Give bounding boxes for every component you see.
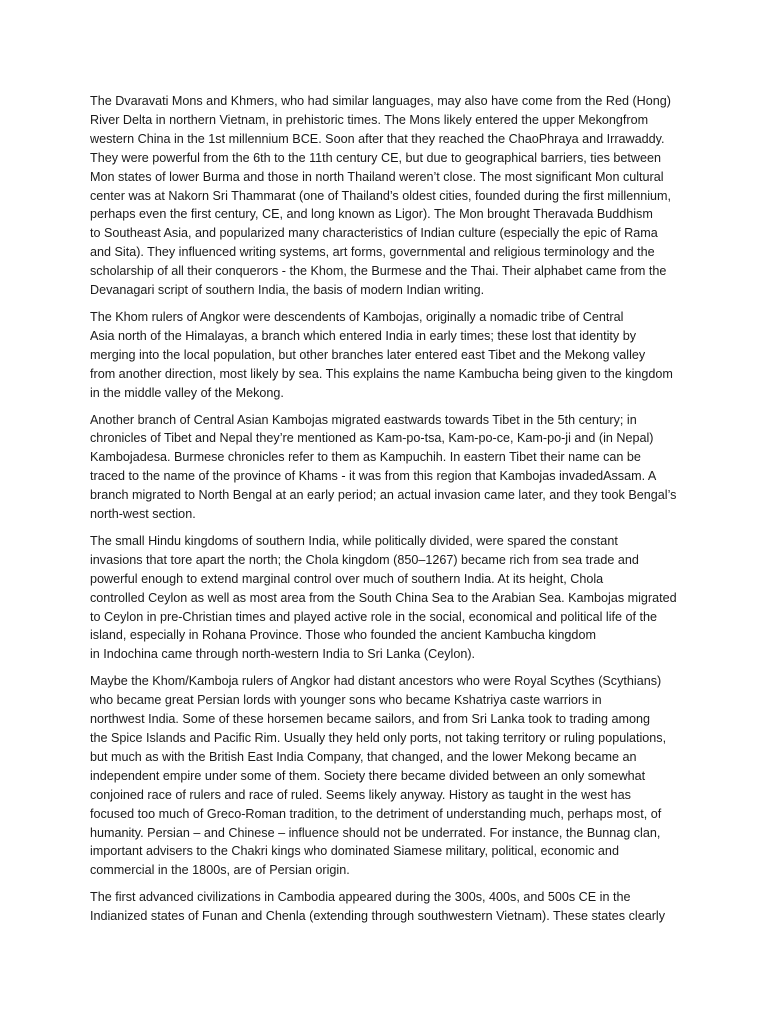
- paragraph-dvaravati-mons: The Dvaravati Mons and Khmers, who had similar languages, may also have come from the Red (Hong) River Delta in northern Vietnam, in prehistoric times. The Mons likely entered the upper Mekongfrom western China in the 1st millennium BCE. Soon after that they reached the ChaoPhraya and Irrawaddy. They were powerful from the 6th to the 11th century CE, but due to geographical barriers, ties between Mon states of lower Burma and those in north Thailand weren’t close. The most significant Mon cultural center was at Nakorn Sri Thammarat (one of Thailand’s oldest cities, founded during the first millennium, perhaps even the first century, CE, and long known as Ligor). The Mon brought Theravada Buddhism to Southeast Asia, and popularized many characteristics of Indian culture (especially the epic of Rama and Sita). They influenced writing systems, art forms, governmental and religious terminology and the scholarship of all their conquerors - the Khom, the Burmese and the Thai. Their alphabet came from the Devanagari script of southern India, the basis of modern Indian writing.: [90, 94, 671, 298]
- paragraph-scythian-ancestors: Maybe the Khom/Kamboja rulers of Angkor had distant ancestors who were Royal Scythes (Scythians) who became great Persian lords with younger sons who became Kshatriya caste warriors in northwest India. Some of these horsemen became sailors, and from Sri Lanka took to trading among the Spice Islands and Pacific Rim. Usually they held only ports, not taking territory or ruling populations, but much as with the British East India Company, that changed, and the lower Mekong became an independent empire under some of them. Society there became divided between an only somewhat conjoined race of rulers and race of ruled. Seems likely anyway. History as taught in the west has focused too much of Greco-Roman tradition, to the detriment of understanding much, perhaps most, of humanity. Persian – and Chinese – influence should not be underrated. For instance, the Bunnag clan, important advisers to the Chakri kings who dominated Siamese military, political, economic and commercial in the 1800s, are of Persian origin.: [90, 674, 667, 878]
- paragraph-funan-chenla: The first advanced civilizations in Cambodia appeared during the 300s, 400s, and 500s CE in the Indianized states of Funan and Chenla (extending through southwestern Vietnam). These states clearly: [90, 890, 665, 924]
- paragraph-kambojas-tibet: Another branch of Central Asian Kambojas migrated eastwards towards Tibet in the 5th century; in chronicles of Tibet and Nepal they’re mentioned as Kam-po-tsa, Kam-po-ce, Kam-po-ji and (in Nepal) Kambojadesa. Burmese chronicles refer to them as Kampuchih. In eastern Tibet their name can be traced to the name of the province of Khams - it was from this region that Kambojas invadedAssam. A branch migrated to North Bengal at an early period; an actual invasion came later, and they took Bengal’s north-west section.: [90, 412, 677, 522]
- paragraph-southern-india: The small Hindu kingdoms of southern India, while politically divided, were spared the constant invasions that tore apart the north; the Chola kingdom (850–1267) became rich from sea trade and powerful enough to extend marginal control over much of southern India. At its height, Chola controlled Ceylon as well as most area from the South China Sea to the Arabian Sea. Kambojas migrated to Ceylon in pre-Christian times and played active role in the social, economical and political life of the island, especially in Rohana Province. Those who founded the ancient Kambucha kingdom in Indochina came through north-western India to Sri Lanka (Ceylon).: [90, 533, 677, 662]
- document-body: [90, 92, 682, 934]
- paragraph-khom-rulers: The Khom rulers of Angkor were descendents of Kambojas, originally a nomadic tribe of Central Asia north of the Himalayas, a branch which entered India in early times; these lost that identity by merging into the local population, but other branches later entered east Tibet and the Mekong valley from another direction, most likely by sea. This explains the name Kambucha being given to the kingdom in the middle valley of the Mekong.: [90, 309, 673, 400]
